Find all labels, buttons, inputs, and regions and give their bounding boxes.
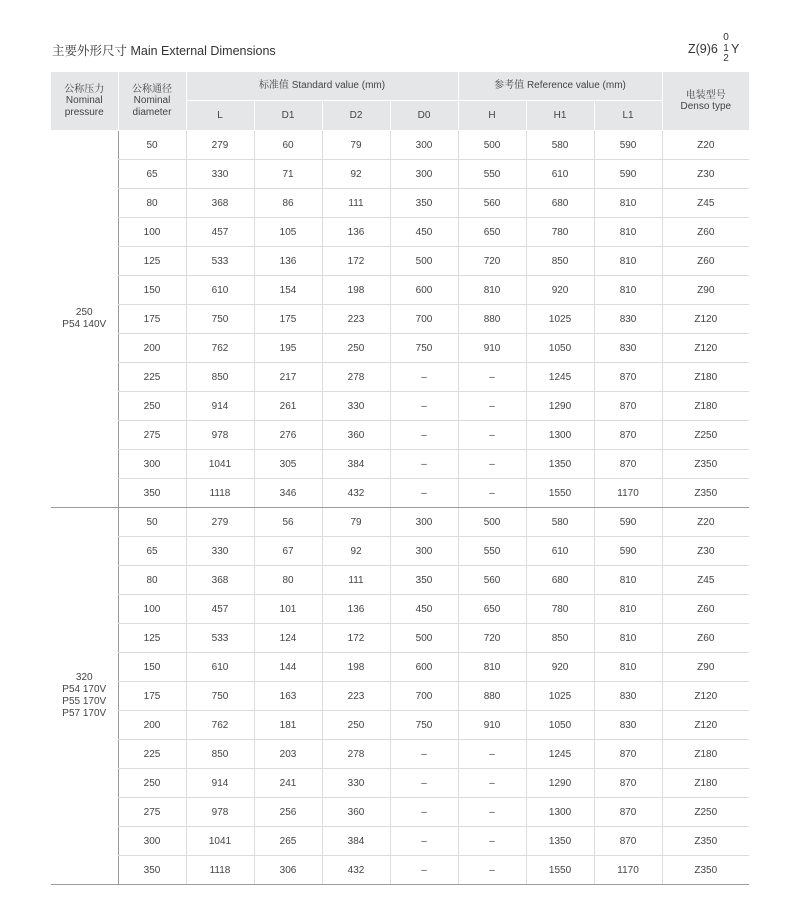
l1-cell: 810 bbox=[594, 595, 662, 624]
h1-cell: 920 bbox=[526, 276, 594, 305]
h1-cell: 1300 bbox=[526, 421, 594, 450]
l-cell: 850 bbox=[186, 363, 254, 392]
h-cell: 560 bbox=[458, 566, 526, 595]
denso-type-cell: Z60 bbox=[662, 595, 749, 624]
denso-type-cell: Z350 bbox=[662, 479, 749, 508]
h-cell: – bbox=[458, 363, 526, 392]
d2-cell: 172 bbox=[322, 624, 390, 653]
table-row bbox=[51, 334, 749, 363]
h1-cell: 610 bbox=[526, 160, 594, 189]
nominal-diameter-cell: 300 bbox=[118, 827, 186, 856]
l-cell: 914 bbox=[186, 769, 254, 798]
l-cell: 368 bbox=[186, 189, 254, 218]
nominal-diameter-cell: 225 bbox=[118, 740, 186, 769]
nominal-diameter-cell: 50 bbox=[118, 508, 186, 537]
d0-cell: 600 bbox=[390, 276, 458, 305]
l-cell: 533 bbox=[186, 247, 254, 276]
l1-cell: 590 bbox=[594, 537, 662, 566]
d2-cell: 278 bbox=[322, 363, 390, 392]
d2-cell: 330 bbox=[322, 392, 390, 421]
h-cell: 910 bbox=[458, 334, 526, 363]
header-col-d0: D0 bbox=[390, 101, 458, 131]
table-row bbox=[51, 798, 749, 827]
l1-cell: 810 bbox=[594, 189, 662, 218]
table-row bbox=[51, 392, 749, 421]
d1-cell: 203 bbox=[254, 740, 322, 769]
h1-cell: 1550 bbox=[526, 479, 594, 508]
h1-cell: 1050 bbox=[526, 711, 594, 740]
d1-cell: 105 bbox=[254, 218, 322, 247]
d2-cell: 92 bbox=[322, 537, 390, 566]
d0-cell: 300 bbox=[390, 131, 458, 160]
d2-cell: 360 bbox=[322, 798, 390, 827]
l1-cell: 810 bbox=[594, 276, 662, 305]
h-cell: – bbox=[458, 740, 526, 769]
h1-cell: 1245 bbox=[526, 363, 594, 392]
h-cell: 810 bbox=[458, 276, 526, 305]
l1-cell: 810 bbox=[594, 247, 662, 276]
h-cell: – bbox=[458, 421, 526, 450]
l1-cell: 830 bbox=[594, 334, 662, 363]
nominal-diameter-cell: 125 bbox=[118, 247, 186, 276]
h1-cell: 1290 bbox=[526, 769, 594, 798]
nominal-diameter-cell: 65 bbox=[118, 537, 186, 566]
table-row bbox=[51, 450, 749, 479]
d0-cell: – bbox=[390, 479, 458, 508]
nominal-diameter-cell: 50 bbox=[118, 131, 186, 160]
d0-cell: 500 bbox=[390, 624, 458, 653]
header-nominal-diameter bbox=[118, 72, 186, 131]
h1-cell: 580 bbox=[526, 508, 594, 537]
nominal-diameter-cell: 275 bbox=[118, 421, 186, 450]
h1-cell: 1245 bbox=[526, 740, 594, 769]
nominal-diameter-cell: 175 bbox=[118, 305, 186, 334]
header-text: Nominal bbox=[133, 95, 171, 107]
header-text: 公称通径 bbox=[132, 83, 172, 95]
h-cell: 720 bbox=[458, 624, 526, 653]
nominal-pressure-line: P55 170V bbox=[62, 696, 107, 707]
l-cell: 279 bbox=[186, 131, 254, 160]
d1-cell: 256 bbox=[254, 798, 322, 827]
h1-cell: 1290 bbox=[526, 392, 594, 421]
table-row bbox=[51, 189, 749, 218]
d1-cell: 71 bbox=[254, 160, 322, 189]
d0-cell: – bbox=[390, 421, 458, 450]
table-row bbox=[51, 160, 749, 189]
h-cell: 880 bbox=[458, 305, 526, 334]
h-cell: 910 bbox=[458, 711, 526, 740]
d0-cell: 700 bbox=[390, 682, 458, 711]
header-text: 电装型号 bbox=[685, 89, 726, 101]
page-title: 主要外形尺寸 Main External Dimensions bbox=[52, 44, 276, 58]
denso-type-cell: Z180 bbox=[662, 769, 749, 798]
table-row bbox=[51, 537, 749, 566]
nominal-diameter-cell: 80 bbox=[118, 189, 186, 218]
h1-cell: 1350 bbox=[526, 450, 594, 479]
table-row bbox=[51, 769, 749, 798]
l-cell: 1041 bbox=[186, 450, 254, 479]
denso-type-cell: Z250 bbox=[662, 798, 749, 827]
l-cell: 533 bbox=[186, 624, 254, 653]
table-row bbox=[51, 624, 749, 653]
h-cell: 550 bbox=[458, 537, 526, 566]
d1-cell: 305 bbox=[254, 450, 322, 479]
d1-cell: 195 bbox=[254, 334, 322, 363]
h-cell: 650 bbox=[458, 218, 526, 247]
denso-type-cell: Z90 bbox=[662, 653, 749, 682]
header-col-l: L bbox=[186, 101, 254, 131]
l-cell: 457 bbox=[186, 595, 254, 624]
d2-cell: 432 bbox=[322, 479, 390, 508]
h-cell: 720 bbox=[458, 247, 526, 276]
table-row bbox=[51, 595, 749, 624]
h1-cell: 850 bbox=[526, 247, 594, 276]
table-row bbox=[51, 711, 749, 740]
h-cell: 650 bbox=[458, 595, 526, 624]
denso-type-cell: Z20 bbox=[662, 131, 749, 160]
h-cell: – bbox=[458, 450, 526, 479]
denso-type-cell: Z60 bbox=[662, 624, 749, 653]
d2-cell: 360 bbox=[322, 421, 390, 450]
d2-cell: 223 bbox=[322, 305, 390, 334]
denso-type-cell: Z180 bbox=[662, 392, 749, 421]
d0-cell: – bbox=[390, 740, 458, 769]
h-cell: 500 bbox=[458, 508, 526, 537]
denso-type-cell: Z350 bbox=[662, 450, 749, 479]
header-col-d2: D2 bbox=[322, 101, 390, 131]
table-row bbox=[51, 566, 749, 595]
l1-cell: 870 bbox=[594, 798, 662, 827]
header-nominal-pressure bbox=[51, 72, 118, 131]
l1-cell: 870 bbox=[594, 421, 662, 450]
l-cell: 914 bbox=[186, 392, 254, 421]
h-cell: 500 bbox=[458, 131, 526, 160]
nominal-diameter-cell: 100 bbox=[118, 595, 186, 624]
denso-type-cell: Z120 bbox=[662, 682, 749, 711]
l1-cell: 830 bbox=[594, 711, 662, 740]
h1-cell: 610 bbox=[526, 537, 594, 566]
l-cell: 750 bbox=[186, 305, 254, 334]
d2-cell: 136 bbox=[322, 218, 390, 247]
h1-cell: 780 bbox=[526, 218, 594, 247]
nominal-pressure-cell bbox=[51, 131, 118, 508]
denso-type-cell: Z45 bbox=[662, 566, 749, 595]
d0-cell: – bbox=[390, 769, 458, 798]
table-row bbox=[51, 363, 749, 392]
d0-cell: 300 bbox=[390, 537, 458, 566]
denso-type-cell: Z120 bbox=[662, 711, 749, 740]
d1-cell: 154 bbox=[254, 276, 322, 305]
h1-cell: 780 bbox=[526, 595, 594, 624]
d1-cell: 181 bbox=[254, 711, 322, 740]
denso-type-cell: Z45 bbox=[662, 189, 749, 218]
model-code-stack-item: 1 bbox=[723, 42, 729, 54]
d2-cell: 278 bbox=[322, 740, 390, 769]
model-code-stack-item: 0 bbox=[723, 32, 729, 43]
nominal-diameter-cell: 200 bbox=[118, 711, 186, 740]
l-cell: 610 bbox=[186, 653, 254, 682]
d0-cell: 750 bbox=[390, 711, 458, 740]
l-cell: 457 bbox=[186, 218, 254, 247]
nominal-diameter-cell: 175 bbox=[118, 682, 186, 711]
l-cell: 850 bbox=[186, 740, 254, 769]
model-code-base: Z(9)6 bbox=[688, 42, 718, 56]
l-cell: 978 bbox=[186, 798, 254, 827]
d1-cell: 163 bbox=[254, 682, 322, 711]
d1-cell: 101 bbox=[254, 595, 322, 624]
d2-cell: 432 bbox=[322, 856, 390, 885]
d2-cell: 198 bbox=[322, 653, 390, 682]
table-row bbox=[51, 508, 749, 537]
h1-cell: 850 bbox=[526, 624, 594, 653]
d2-cell: 250 bbox=[322, 334, 390, 363]
d2-cell: 111 bbox=[322, 566, 390, 595]
l-cell: 750 bbox=[186, 682, 254, 711]
l1-cell: 870 bbox=[594, 392, 662, 421]
d0-cell: 700 bbox=[390, 305, 458, 334]
h-cell: 880 bbox=[458, 682, 526, 711]
header-col-d1: D1 bbox=[254, 101, 322, 131]
h-cell: – bbox=[458, 827, 526, 856]
table-row bbox=[51, 740, 749, 769]
table-row bbox=[51, 479, 749, 508]
header-col-l1: L1 bbox=[594, 101, 662, 131]
h-cell: 560 bbox=[458, 189, 526, 218]
d1-cell: 80 bbox=[254, 566, 322, 595]
d2-cell: 92 bbox=[322, 160, 390, 189]
denso-type-cell: Z30 bbox=[662, 537, 749, 566]
d1-cell: 136 bbox=[254, 247, 322, 276]
d0-cell: – bbox=[390, 363, 458, 392]
model-code-suffix: Y bbox=[731, 42, 740, 56]
l-cell: 978 bbox=[186, 421, 254, 450]
d2-cell: 136 bbox=[322, 595, 390, 624]
h1-cell: 1350 bbox=[526, 827, 594, 856]
h1-cell: 920 bbox=[526, 653, 594, 682]
d0-cell: 450 bbox=[390, 218, 458, 247]
d0-cell: 500 bbox=[390, 247, 458, 276]
d1-cell: 346 bbox=[254, 479, 322, 508]
d1-cell: 86 bbox=[254, 189, 322, 218]
nominal-diameter-cell: 275 bbox=[118, 798, 186, 827]
h1-cell: 1300 bbox=[526, 798, 594, 827]
l1-cell: 590 bbox=[594, 131, 662, 160]
denso-type-cell: Z30 bbox=[662, 160, 749, 189]
d2-cell: 198 bbox=[322, 276, 390, 305]
dimensions-table bbox=[51, 72, 749, 885]
d0-cell: 350 bbox=[390, 566, 458, 595]
l1-cell: 870 bbox=[594, 363, 662, 392]
d2-cell: 384 bbox=[322, 827, 390, 856]
denso-type-cell: Z180 bbox=[662, 740, 749, 769]
h-cell: – bbox=[458, 769, 526, 798]
d1-cell: 261 bbox=[254, 392, 322, 421]
h1-cell: 580 bbox=[526, 131, 594, 160]
denso-type-cell: Z120 bbox=[662, 305, 749, 334]
nominal-pressure-line: P54 140V bbox=[62, 319, 107, 330]
d0-cell: – bbox=[390, 798, 458, 827]
nominal-diameter-cell: 300 bbox=[118, 450, 186, 479]
d0-cell: 600 bbox=[390, 653, 458, 682]
h1-cell: 1025 bbox=[526, 305, 594, 334]
table-row bbox=[51, 305, 749, 334]
l-cell: 330 bbox=[186, 160, 254, 189]
table-row bbox=[51, 421, 749, 450]
l1-cell: 810 bbox=[594, 566, 662, 595]
l1-cell: 810 bbox=[594, 218, 662, 247]
l-cell: 368 bbox=[186, 566, 254, 595]
header-denso-type bbox=[662, 72, 749, 131]
table-body bbox=[51, 131, 749, 885]
d1-cell: 175 bbox=[254, 305, 322, 334]
d1-cell: 60 bbox=[254, 131, 322, 160]
h1-cell: 680 bbox=[526, 189, 594, 218]
l1-cell: 870 bbox=[594, 450, 662, 479]
nominal-diameter-cell: 225 bbox=[118, 363, 186, 392]
d0-cell: – bbox=[390, 450, 458, 479]
l1-cell: 870 bbox=[594, 769, 662, 798]
l1-cell: 810 bbox=[594, 624, 662, 653]
nominal-diameter-cell: 350 bbox=[118, 479, 186, 508]
header-text: pressure bbox=[64, 106, 104, 118]
nominal-diameter-cell: 350 bbox=[118, 856, 186, 885]
h-cell: 550 bbox=[458, 160, 526, 189]
model-code-stack bbox=[721, 33, 731, 65]
denso-type-cell: Z90 bbox=[662, 276, 749, 305]
nominal-diameter-cell: 125 bbox=[118, 624, 186, 653]
d2-cell: 384 bbox=[322, 450, 390, 479]
h-cell: – bbox=[458, 798, 526, 827]
nominal-diameter-cell: 150 bbox=[118, 276, 186, 305]
l-cell: 330 bbox=[186, 537, 254, 566]
d1-cell: 306 bbox=[254, 856, 322, 885]
d1-cell: 265 bbox=[254, 827, 322, 856]
denso-type-cell: Z60 bbox=[662, 218, 749, 247]
header-col-h1: H1 bbox=[526, 101, 594, 131]
l1-cell: 810 bbox=[594, 653, 662, 682]
l1-cell: 1170 bbox=[594, 479, 662, 508]
d2-cell: 172 bbox=[322, 247, 390, 276]
l-cell: 1118 bbox=[186, 856, 254, 885]
header-reference-value: 参考值 Reference value (mm) bbox=[458, 72, 662, 101]
nominal-diameter-cell: 200 bbox=[118, 334, 186, 363]
l1-cell: 830 bbox=[594, 305, 662, 334]
l-cell: 762 bbox=[186, 711, 254, 740]
h1-cell: 1050 bbox=[526, 334, 594, 363]
table-row bbox=[51, 827, 749, 856]
d1-cell: 144 bbox=[254, 653, 322, 682]
d0-cell: – bbox=[390, 392, 458, 421]
d1-cell: 67 bbox=[254, 537, 322, 566]
d2-cell: 111 bbox=[322, 189, 390, 218]
l-cell: 1118 bbox=[186, 479, 254, 508]
d1-cell: 124 bbox=[254, 624, 322, 653]
l1-cell: 870 bbox=[594, 827, 662, 856]
h-cell: 810 bbox=[458, 653, 526, 682]
d0-cell: 750 bbox=[390, 334, 458, 363]
nominal-diameter-cell: 100 bbox=[118, 218, 186, 247]
l1-cell: 590 bbox=[594, 508, 662, 537]
h-cell: – bbox=[458, 392, 526, 421]
denso-type-cell: Z350 bbox=[662, 856, 749, 885]
h1-cell: 1550 bbox=[526, 856, 594, 885]
d0-cell: 450 bbox=[390, 595, 458, 624]
d0-cell: – bbox=[390, 827, 458, 856]
model-code bbox=[688, 34, 748, 64]
denso-type-cell: Z350 bbox=[662, 827, 749, 856]
h1-cell: 1025 bbox=[526, 682, 594, 711]
table-row bbox=[51, 247, 749, 276]
table-row bbox=[51, 131, 749, 160]
d0-cell: – bbox=[390, 856, 458, 885]
nominal-diameter-cell: 250 bbox=[118, 392, 186, 421]
denso-type-cell: Z60 bbox=[662, 247, 749, 276]
nominal-pressure-cell bbox=[51, 508, 118, 885]
l-cell: 279 bbox=[186, 508, 254, 537]
nominal-pressure-line: P57 170V bbox=[62, 708, 107, 719]
l1-cell: 1170 bbox=[594, 856, 662, 885]
d0-cell: 300 bbox=[390, 508, 458, 537]
l1-cell: 590 bbox=[594, 160, 662, 189]
nominal-pressure-line: 320 bbox=[75, 672, 93, 683]
header-standard-value: 标准值 Standard value (mm) bbox=[186, 72, 458, 101]
denso-type-cell: Z180 bbox=[662, 363, 749, 392]
nominal-diameter-cell: 250 bbox=[118, 769, 186, 798]
d2-cell: 79 bbox=[322, 508, 390, 537]
d1-cell: 56 bbox=[254, 508, 322, 537]
h-cell: – bbox=[458, 856, 526, 885]
l1-cell: 830 bbox=[594, 682, 662, 711]
d2-cell: 223 bbox=[322, 682, 390, 711]
h1-cell: 680 bbox=[526, 566, 594, 595]
d2-cell: 330 bbox=[322, 769, 390, 798]
h-cell: – bbox=[458, 479, 526, 508]
l-cell: 762 bbox=[186, 334, 254, 363]
header-text: 公称压力 bbox=[64, 83, 105, 95]
nominal-pressure-line: 250 bbox=[75, 307, 93, 318]
nominal-diameter-cell: 150 bbox=[118, 653, 186, 682]
d2-cell: 250 bbox=[322, 711, 390, 740]
d1-cell: 276 bbox=[254, 421, 322, 450]
l1-cell: 870 bbox=[594, 740, 662, 769]
nominal-diameter-cell: 80 bbox=[118, 566, 186, 595]
d1-cell: 241 bbox=[254, 769, 322, 798]
nominal-diameter-cell: 65 bbox=[118, 160, 186, 189]
denso-type-cell: Z120 bbox=[662, 334, 749, 363]
denso-type-cell: Z250 bbox=[662, 421, 749, 450]
header-col-h: H bbox=[458, 101, 526, 131]
d1-cell: 217 bbox=[254, 363, 322, 392]
l-cell: 1041 bbox=[186, 827, 254, 856]
table-row bbox=[51, 276, 749, 305]
model-code-stack-item: 2 bbox=[723, 53, 729, 64]
denso-type-cell: Z20 bbox=[662, 508, 749, 537]
header-text: Nominal bbox=[65, 95, 103, 107]
table-row bbox=[51, 218, 749, 247]
table-row bbox=[51, 653, 749, 682]
d0-cell: 350 bbox=[390, 189, 458, 218]
table-row bbox=[51, 682, 749, 711]
nominal-pressure-line: P54 170V bbox=[62, 684, 107, 695]
l-cell: 610 bbox=[186, 276, 254, 305]
header-text: diameter bbox=[132, 106, 172, 118]
d2-cell: 79 bbox=[322, 131, 390, 160]
header-text: Denso type bbox=[680, 101, 732, 112]
table-row bbox=[51, 856, 749, 885]
d0-cell: 300 bbox=[390, 160, 458, 189]
